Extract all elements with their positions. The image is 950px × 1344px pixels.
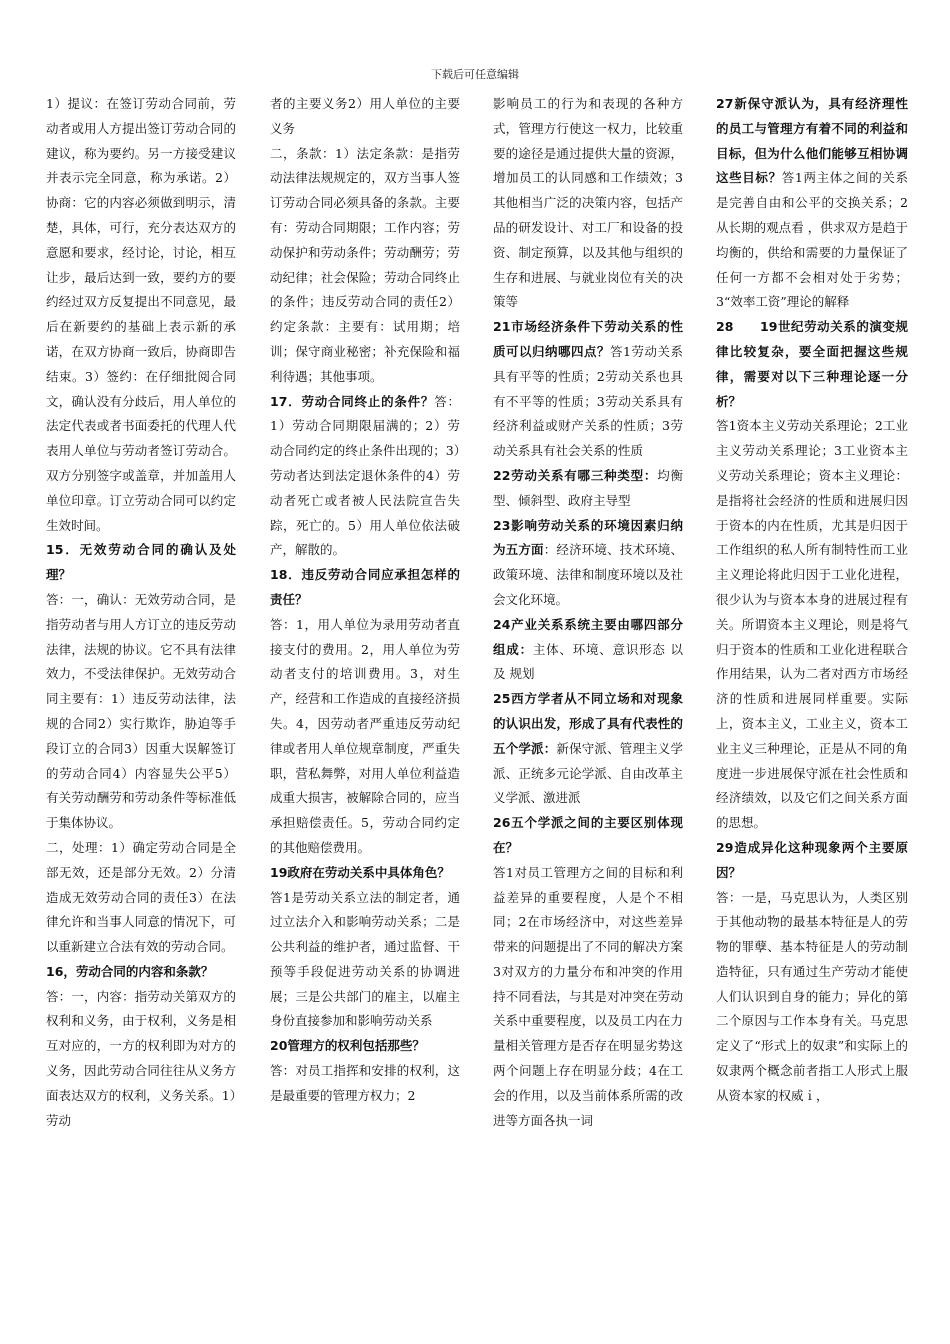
paragraph [493, 613, 683, 687]
paragraph [270, 142, 460, 390]
question-heading: 27新保守派认为，具有经济理性的员工与管理方有着不同的利益和目标，但为什么他们能够互相协调这些目标？ [716, 96, 908, 186]
paragraph [46, 985, 236, 1134]
paragraph [493, 811, 683, 861]
question-heading: 18．违反劳动合同应承担怎样的责任？ [270, 567, 460, 607]
paragraph [493, 92, 683, 315]
paragraph [716, 315, 908, 414]
answer-text: ：经济环境、技术环境、政策环境、法律和制度环境以及社会文化环境。 [493, 542, 683, 607]
question-heading: 16，劳动合同的内容和条款？ [46, 963, 214, 979]
paragraph [493, 687, 683, 811]
question-heading: 22劳动关系有哪三种类型： [493, 467, 658, 483]
answer-text: 二，条款：1）法定条款：是指劳动法律法规规定的，双方当事人签订劳动合同必须具备的条款。主要有：劳动合同期限；工作内容；劳动保护和劳动条件；劳动酬劳；劳动纪律；社会保险；劳动合同终止的条件；违反劳动合同的责任2）约定条款：主要有：试用期；培训；保守商业秘密；补充保险和福利待遇；其他事项。 [270, 145, 460, 384]
paragraph [493, 315, 683, 464]
paragraph [270, 1034, 460, 1059]
answer-text: 均衡型、倾斜型、政府主导型 [493, 467, 683, 508]
paragraph [46, 588, 236, 836]
answer-text: 答1劳动关系具有平等的性质；2劳动关系也具有不平等的性质；3劳动关系具有经济利益或财产关系的性质；3劳动关系具有社会关系的性质 [493, 343, 683, 459]
paragraph [270, 613, 460, 861]
question-heading: 26五个学派之间的主要区别体现在？ [493, 815, 683, 855]
answer-text: 答：1，用人单位为录用劳动者直接支付的费用。2，用人单位为劳动者支付的培训费用。3，对生产，经营和工作造成的直接经济损失。4，因劳动者严重违反劳动纪律或者用人单位规章制度，严重失职，营私舞弊，对用人单位利益造成重大损害，被解除合同的，应当承担赔偿责任。5，劳动合同约定的其他赔偿费用。 [270, 616, 460, 855]
answer-text: 答1两主体之间的关系是完善自由和公平的交换关系；2从长期的观点看 ，供求双方是趋于均衡的，供给和需要的力量保证了任何一方都不会相对处于劣势；3“效率工资”理论的解释 [716, 170, 908, 310]
paragraph [493, 464, 683, 514]
answer-text: 影响员工的行为和表现的各种方式，管理方行使这一权力，比较重要的途径是通过提供大量的资源，增加员工的认同感和工作绩效；3其他相当广泛的决策内容，包括产品的研发设计、对工厂和设备的投资、制定预算，以及其他与组织的生存和进展、与就业岗位有关的决策等 [493, 96, 683, 310]
paragraph [46, 538, 236, 588]
paragraph [716, 836, 908, 886]
question-heading: 17．劳动合同终止的条件？ [270, 393, 435, 409]
question-heading: 20管理方的权利包括那些？ [270, 1038, 425, 1054]
paragraph [46, 92, 236, 538]
paragraph [270, 861, 460, 886]
answer-text: 答：对员工指挥和安排的权利，这是最重要的管理方权力；2 [270, 1063, 460, 1103]
answer-text: 答1对员工管理方之间的目标和利益差异的重要程度，人是个不相同；2在市场经济中，对这些差异带来的问题提出了不同的解决方案3对双方的力量分布和冲突的作用持不同看法，与其是对冲突在劳动关系中重要程度，以及员工内在力量相关管理方是否存在明显劣势这两个问题上存在明显分歧；4在工会的作用，以及当前体系所需的改进等方面各执一词 [493, 864, 683, 1128]
question-heading: 28 19世纪劳动关系的演变规律比较复杂，要全面把握这些规律，需要对以下三种理论逐一分析？ [716, 319, 908, 409]
answer-text: 二，处理：1）确定劳动合同是全部无效，还是部分无效。2）分清造成无效劳动合同的责任3）在法律允许和当事人同意的情况下，可以重新建立合法有效的劳动合同。 [46, 839, 236, 955]
answer-text: 答：1）劳动合同期限届满的；2）劳动合同约定的终止条件出现的；3）劳动者达到法定退休条件的4）劳动者死亡或者被人民法院宣告失踪，死亡的。5）用人单位依法破产，解散的。 [270, 393, 460, 558]
question-heading: 29造成异化这种现象两个主要原因？ [716, 839, 908, 880]
question-heading: 21市场经济条件下劳动关系的性质可以归纳哪四点？ [493, 319, 683, 359]
question-heading: 23影响劳动关系的环境因素归纳为五方面 [493, 517, 683, 558]
answer-text: 答1资本主义劳动关系理论；2工业主义劳动关系理论；3工业资本主义劳动关系理论；资本主义理论：是指将社会经济的性质和进展归因于资本的内在性质，尤其是归因于工作组织的私人所有制特性而工业主义理论将此归因于工业化进程，很少认为与资本本身的进展过程有关。所谓资本主义理论，则是将气归于资本的性质和工业化进程联合作用结果，认为二者对西方市场经济的性质和进展同样重要。实际上，资本主义，工业主义，资本工业主义三种理论，正是从不同的角度进一步进展保守派在社会性质和经济绩效，以及它们之间关系方面 的思想。 [716, 418, 908, 831]
answer-text: 者的主要义务2）用人单位的主要义务 [270, 96, 460, 136]
paragraph [46, 960, 236, 985]
answer-text: 主体、环境、意识形态 以及 规划 [493, 641, 683, 682]
answer-text: 答：一，内容：指劳动关第双方的权利和义务，由于权利，义务是相互对应的，一方的权利即为对方的义务，因此劳动合同往往从义务方面表达双方的权利，义务关系。1）劳动 [46, 988, 236, 1128]
text-column-4 [716, 92, 908, 1109]
paragraph [716, 886, 908, 1109]
paragraph [46, 836, 236, 960]
paragraph [270, 92, 460, 142]
answer-text: 答1是劳动关系立法的制定者，通过立法介入和影响劳动关系；二是公共利益的维护者，通过监督、干预等手段促进劳动关系的协调进展；三是公共部门的雇主，以雇主身份直接参加和影响劳动关系 [270, 889, 460, 1029]
text-column-2 [270, 92, 460, 1109]
paragraph [493, 514, 683, 613]
answer-text: 新保守派、管理主义学派、正统多元论学派、自由改革主义学派、激进派 [493, 740, 683, 806]
answer-text: 1）提议：在签订劳动合同前，劳动者或用人方提出签订劳动合同的建议，称为要约。另一方接受建议并表示完全同意，称为承诺。2）协商：它的内容必须做到明示，清楚，具体，可行，充分表达双方的意愿和要求，经讨论，讨论，相互让步，最后达到一致，要约方的要约经过双方反复提出不同意见，最后在新要约的基础上表示新的承诺，在双方协商一致后，协商即告结束。3）签约：在仔细批阅合同文，确认没有分歧后，用人单位的法定代表或者书面委托的代理人代表用人单位与劳动者签订劳动合。双方分别签字或盖章，并加盖用人单位印章。订立劳动合同可以约定生效时间。 [46, 96, 236, 533]
paragraph [270, 886, 460, 1035]
answer-text: 答：一，确认：无效劳动合同，是指劳动者与用人方订立的违反劳动法律，法规的协议。它不具有法律效力，不受法律保护。无效劳动合同主要有：1）违反劳动法律，法规的合同2）实行欺诈，胁迫等手段订立的合同3）因重大误解签订的劳动合同4）内容显失公平5）有关劳动酬劳和劳动条件等标准低于集体协议。 [46, 591, 236, 831]
answer-text: 答：一是，马克思认为，人类区别于其他动物的最基本特征是人的劳物的罪孽、基本特征是人的劳动制造特征，只有通过生产劳动才能使人们认识到自身的能力；异化的第二个原因与工作本身有关。马克思定义了“形式上的奴隶”和实际上的奴隶两个概念前者指工人形式上服从资本家的权威ｉ， [716, 889, 908, 1103]
paragraph [493, 861, 683, 1134]
paragraph [270, 1059, 460, 1109]
paragraph [270, 563, 460, 613]
question-heading: 15．无效劳动合同的确认及处理？ [46, 542, 236, 583]
question-heading: 25西方学者从不同立场和对现象的认识出发，形成了具有代表性的五个学派： [493, 691, 683, 756]
text-column-1 [46, 92, 236, 1133]
page-header: 下载后可任意编辑 [431, 68, 519, 81]
paragraph [716, 92, 908, 315]
paragraph [716, 414, 908, 836]
text-column-3 [493, 92, 683, 1133]
question-heading: 19政府在劳动关系中具体角色？ [270, 864, 450, 880]
question-heading: 24产业关系系统主要由哪四部分组成： [493, 616, 683, 657]
paragraph [270, 390, 460, 564]
